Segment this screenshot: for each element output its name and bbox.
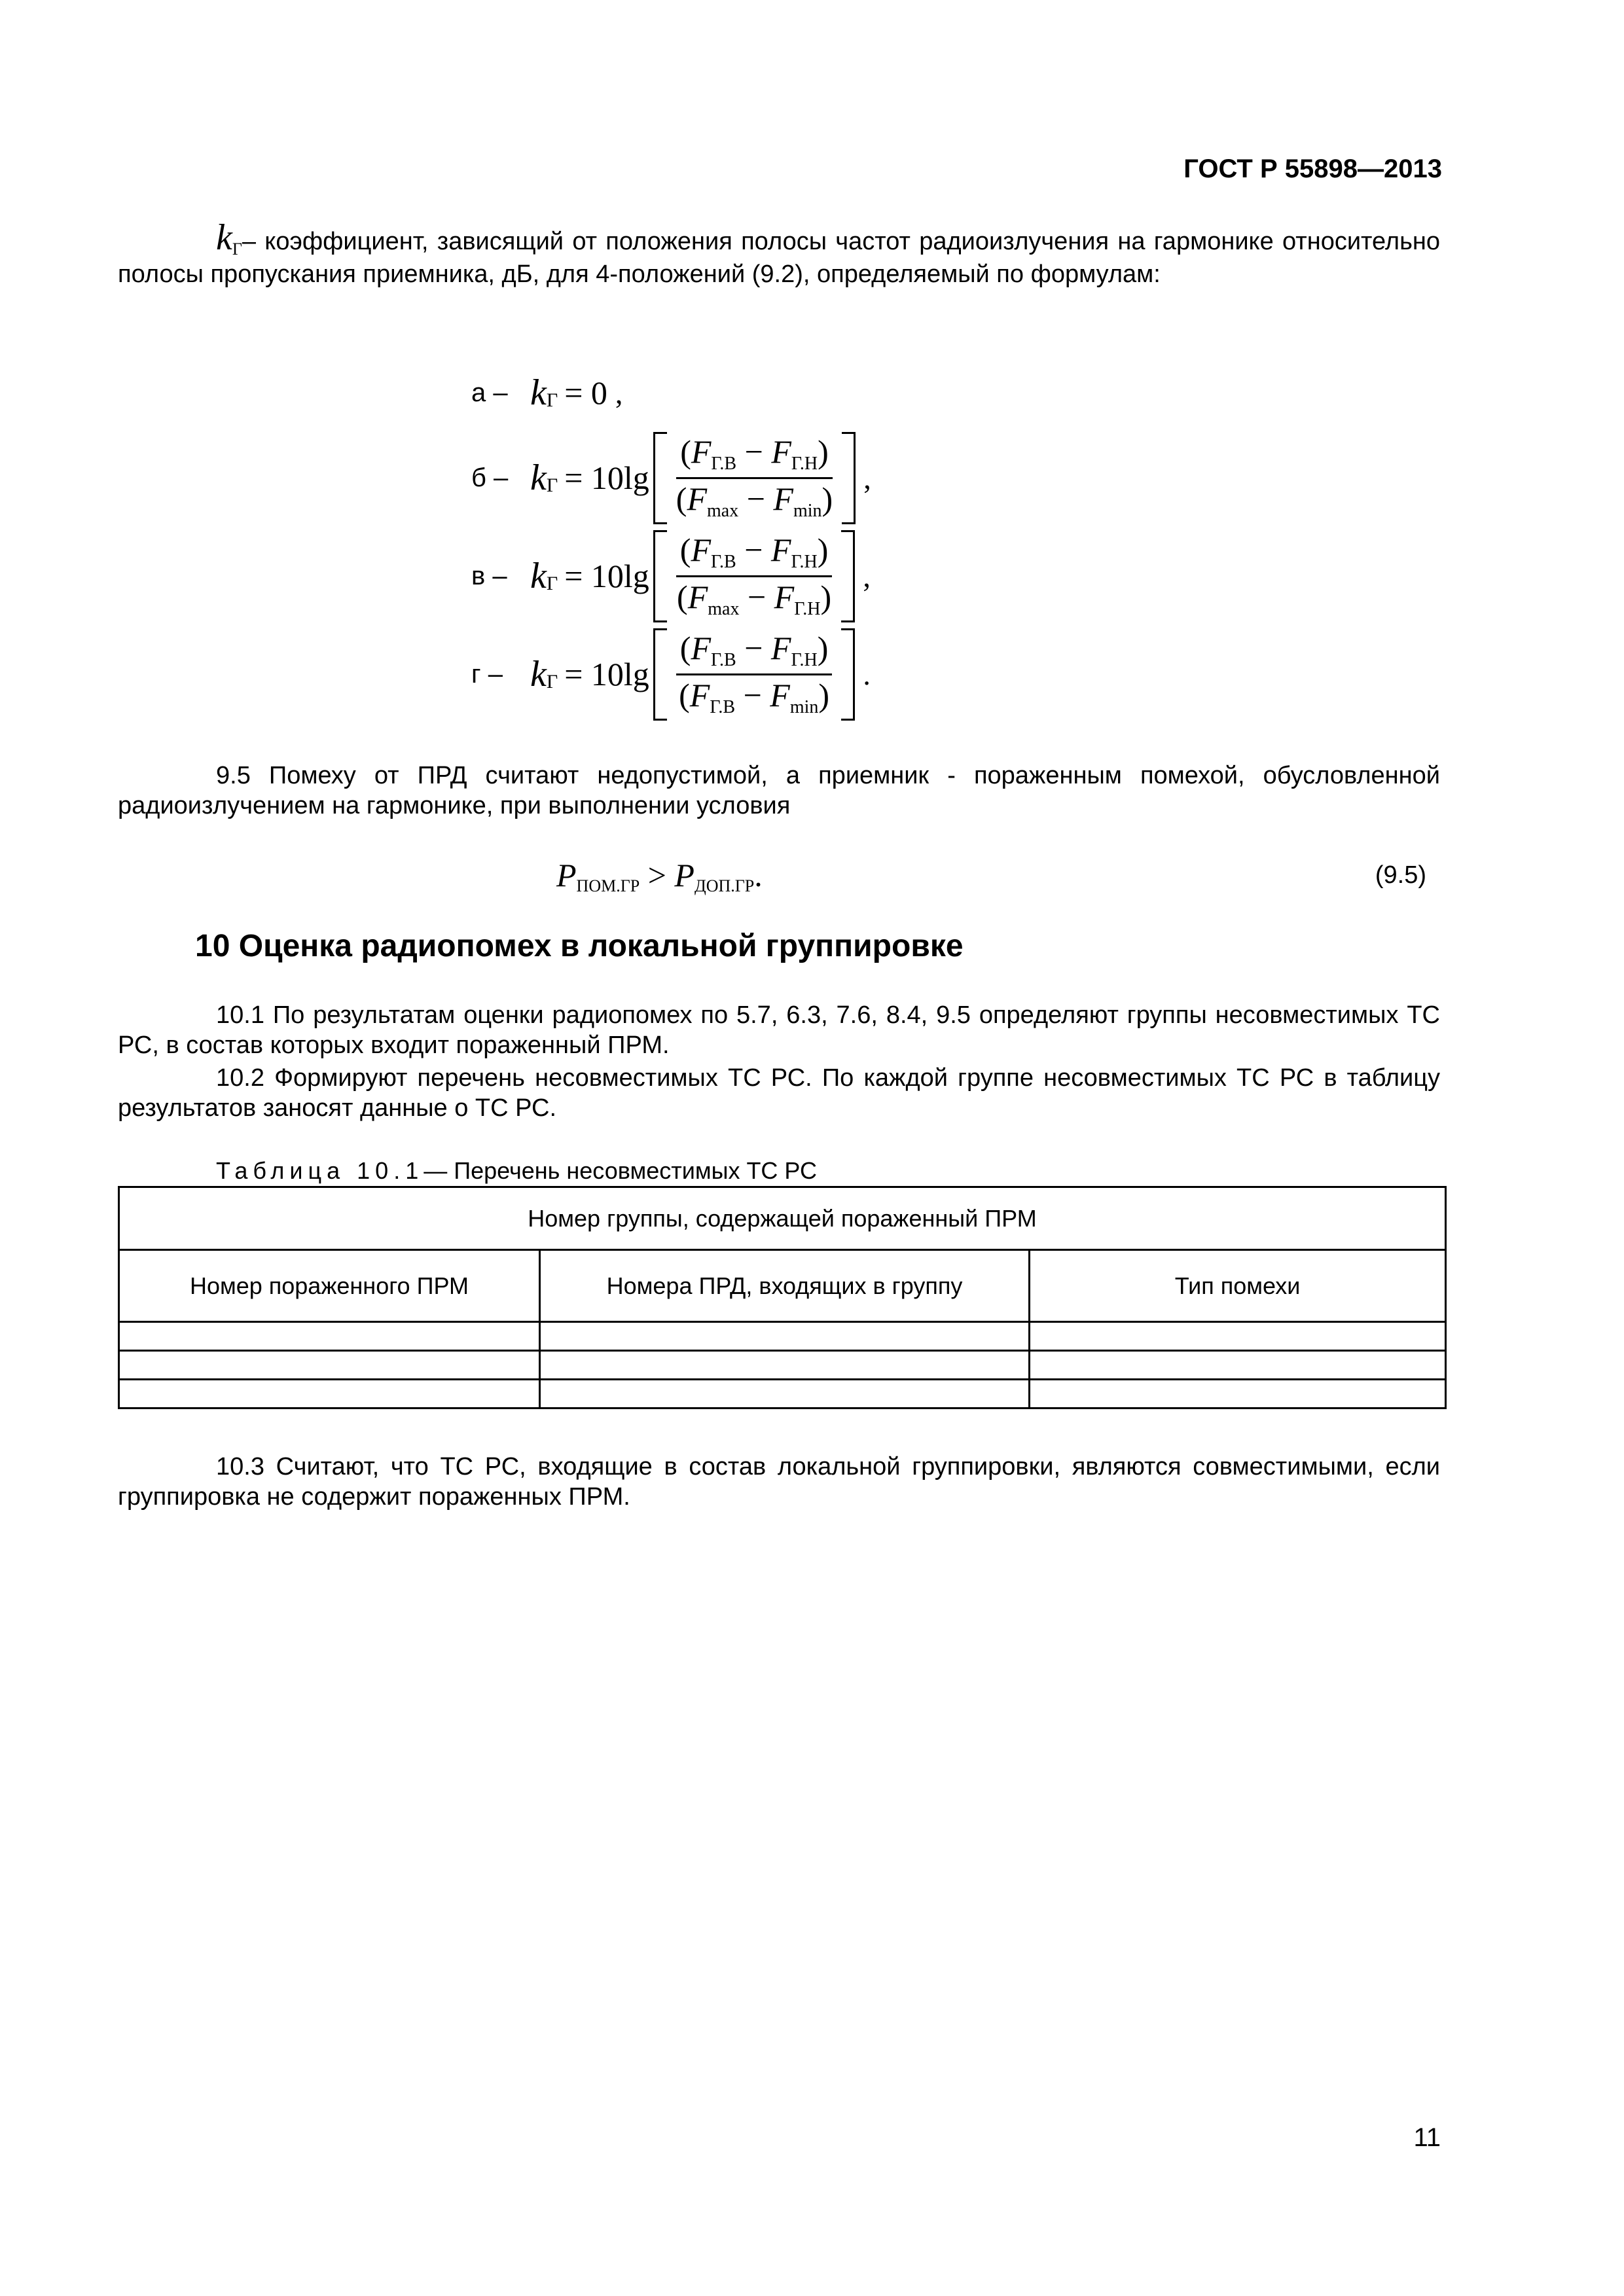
- formula-prefix: = 10lg: [564, 558, 649, 594]
- formula-label: в –: [471, 561, 507, 590]
- table-column-header: Тип помехи: [1030, 1250, 1446, 1322]
- section-title: 10 Оценка радиопомех в локальной группировке: [195, 929, 964, 963]
- table-group-header: Номер группы, содержащей пораженный ПРМ: [119, 1187, 1446, 1250]
- formula-end: ,: [615, 376, 623, 410]
- formula-k: k: [530, 457, 547, 498]
- formula-label: г –: [471, 659, 503, 689]
- table-column-header: Номер пораженного ПРМ: [119, 1250, 540, 1322]
- table-caption-label: Таблица 10.1: [216, 1157, 424, 1184]
- table-column-header: Номера ПРД, входящих в группу: [540, 1250, 1030, 1322]
- intro-text: – коэффициент, зависящий от положения полосы частот радиоизлучения на гармонике относительно полосы пропускания приемника, дБ, для 4-положений (9.2), определяемый по формулам:: [118, 228, 1440, 288]
- formula-end: ,: [863, 559, 871, 593]
- formula-rhs: = 0: [564, 374, 607, 411]
- formula-bracket: $\frac{(F_{Г.В} - F_{Г.Н})}{(F_{max} - F_{min})}$: [653, 432, 856, 524]
- intro-paragraph: [118, 217, 1440, 289]
- page-number: 11: [1413, 2123, 1441, 2152]
- formula-g: [471, 629, 871, 717]
- formula-end: ,: [863, 461, 871, 495]
- formula-label: б –: [471, 463, 509, 492]
- formula-end: .: [863, 657, 871, 691]
- paragraph-10-2: 10.2 Формируют перечень несовместимых ТС РС. По каждой группе несовместимых ТС РС в таблицу результатов заносят данные о ТС РС.: [118, 1064, 1440, 1122]
- k-symbol: k: [216, 217, 232, 258]
- paragraph-9-5: 9.5 Помеху от ПРД считают недопустимой, а приемник - пораженным помехой, обусловленной радиоизлучением на гармонике, при выполнении условия: [118, 762, 1440, 819]
- formula-label: а –: [471, 378, 508, 407]
- formula-prefix: = 10lg: [564, 656, 649, 692]
- formula-bracket: $\frac{(F_{Г.В} - F_{Г.Н})}{(F_{Г.В} - F_{min})}$: [653, 628, 856, 721]
- formula-bracket: $\frac{(F_{Г.В} - F_{Г.Н})}{(F_{max} - F_{Г.Н})}$: [653, 530, 856, 622]
- k-symbol-sub: Г: [232, 240, 242, 259]
- formula-prefix: = 10lg: [564, 459, 649, 496]
- formula-b: [471, 433, 871, 521]
- formula-k-sub: Г: [546, 573, 558, 594]
- formula-k-sub: Г: [546, 475, 558, 496]
- paragraph-10-3: 10.3 Считают, что ТС РС, входящие в состав локальной группировки, являются совместимыми, если группировка не содержит пораженных ПРМ.: [118, 1453, 1440, 1511]
- paragraph-10-1: 10.1 По результатам оценки радиопомех по 5.7, 6.3, 7.6, 8.4, 9.5 определяют группы несовместимых ТС РС, в состав которых входит пораженный ПРМ.: [118, 1001, 1440, 1059]
- formula-a: [471, 353, 623, 432]
- formula-k: k: [530, 372, 547, 413]
- table-row: [119, 1351, 1446, 1380]
- standard-header: ГОСТ Р 55898—2013: [1183, 154, 1442, 183]
- formula-v: [471, 531, 871, 619]
- formula-k: k: [530, 654, 547, 694]
- table-row: [119, 1380, 1446, 1408]
- incompatibility-table: [118, 1186, 1447, 1409]
- table-caption: [216, 1157, 817, 1185]
- formula-k-sub: Г: [546, 389, 558, 411]
- formula-k: k: [530, 556, 547, 596]
- equation-9-5: PПОМ.ГР > PДОП.ГР.: [556, 857, 763, 895]
- formula-k-sub: Г: [546, 671, 558, 692]
- table-caption-text: — Перечень несовместимых ТС РС: [424, 1157, 818, 1184]
- table-row: [119, 1322, 1446, 1351]
- equation-number: (9.5): [1375, 861, 1426, 889]
